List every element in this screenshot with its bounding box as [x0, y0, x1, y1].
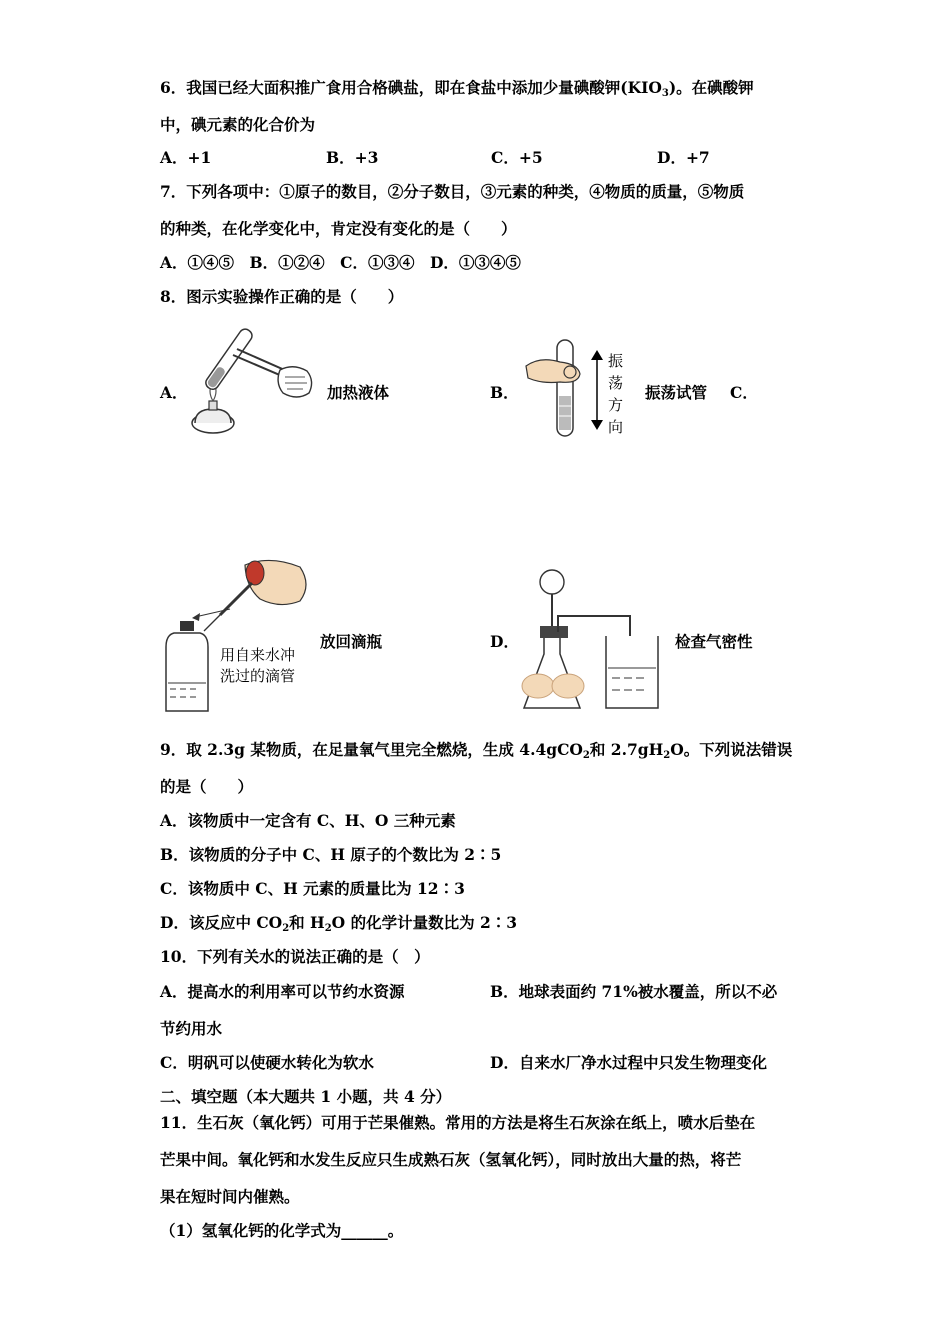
q6-subscript: 3	[661, 88, 669, 99]
q8-option-d-caption: 检查气密性	[675, 632, 753, 651]
q9-sub1: 2	[582, 750, 590, 761]
q10-option-b[interactable]: B．地球表面约 71%被水覆盖，所以不必	[490, 982, 778, 1001]
heating-liquid-figure	[185, 325, 320, 440]
dropper-label-line1: 用自来水冲	[220, 646, 296, 664]
q11-line3: 果在短时间内催熟。	[160, 1187, 300, 1206]
shaking-tube-figure	[520, 336, 590, 440]
q9-d-sub2: 2	[324, 923, 332, 934]
dropper-label-line2: 洗过的滴管	[220, 667, 296, 685]
label-char: 荡	[608, 374, 624, 392]
q9-text-c: O。下列说法错误	[670, 740, 793, 759]
q9-line1	[160, 740, 792, 760]
q6-options	[160, 148, 800, 168]
q8-option-d-letter[interactable]: D．	[490, 632, 519, 651]
q7-line2: 的种类，在化学变化中，肯定没有变化的是（ ）	[160, 219, 517, 238]
dropper-label	[220, 645, 295, 687]
q9-d-text-b: 和 H	[289, 913, 325, 932]
q8-option-a-letter[interactable]: A．	[160, 383, 188, 402]
q9-option-b[interactable]: B．该物质的分子中 C、H 原子的个数比为 2∶5	[160, 845, 502, 864]
q10-option-a[interactable]: A．提高水的利用率可以节约水资源	[160, 982, 405, 1001]
q10-option-c[interactable]: C．明矾可以使硬水转化为软水	[160, 1053, 374, 1072]
q6-line2: 中，碘元素的化合价为	[160, 115, 316, 134]
q6-option-b[interactable]: B．+3	[326, 148, 379, 167]
shake-direction-arrow-icon	[590, 350, 604, 430]
dropper-bottle-figure	[160, 555, 315, 715]
q8-option-b-caption: 振荡试管	[645, 383, 708, 402]
q6-option-a[interactable]: A．+1	[160, 148, 212, 167]
q10-stem: 10．下列有关水的说法正确的是（ ）	[160, 947, 430, 966]
q9-option-a[interactable]: A．该物质中一定含有 C、H、O 三种元素	[160, 811, 456, 830]
q9-line2: 的是（ ）	[160, 777, 254, 796]
q6-text-end: )。在碘酸钾	[668, 78, 754, 97]
q11-line2: 芒果中间。氧化钙和水发生反应只生成熟石灰（氢氧化钙），同时放出大量的热，将芒	[160, 1150, 742, 1169]
q11-line1: 11．生石灰（氧化钙）可用于芒果催熟。常用的方法是将生石灰涂在纸上，喷水后垫在	[160, 1113, 756, 1132]
label-char: 振	[608, 352, 624, 370]
q8-option-a-caption: 加热液体	[327, 383, 390, 402]
q6-line1	[160, 78, 754, 98]
q6-text: 6．我国已经大面积推广食用合格碘盐，即在食盐中添加少量碘酸钾(KIO	[160, 78, 662, 97]
q9-d-text-c: O 的化学计量数比为 2∶3	[331, 913, 518, 932]
label-char: 方	[608, 396, 624, 414]
q9-option-c[interactable]: C．该物质中 C、H 元素的质量比为 12∶3	[160, 879, 465, 898]
airtightness-figure	[518, 568, 668, 716]
q7-options[interactable]: A．①④⑤ B．①②④ C．①③④ D．①③④⑤	[160, 253, 521, 272]
q9-text-b: 和 2.7gH	[589, 740, 664, 759]
label-char: 向	[608, 418, 624, 436]
shake-direction-label	[608, 350, 628, 438]
q8-option-b-letter[interactable]: B．	[490, 383, 519, 402]
q6-option-d[interactable]: D．+7	[657, 148, 710, 167]
q9-option-d[interactable]	[160, 913, 517, 933]
q11-sub1[interactable]: （1）氢氧化钙的化学式为______。	[160, 1221, 404, 1240]
q9-d-sub1: 2	[282, 923, 290, 934]
q6-option-c[interactable]: C．+5	[491, 148, 543, 167]
q7-line1: 7．下列各项中：①原子的数目，②分子数目，③元素的种类，④物质的质量，⑤物质	[160, 182, 745, 201]
q8-option-c-letter[interactable]: C．	[730, 383, 758, 402]
q10-option-d[interactable]: D．自来水厂净水过程中只发生物理变化	[490, 1053, 767, 1072]
q10-option-b-cont: 节约用水	[160, 1019, 223, 1038]
q9-text-a: 9．取 2.3g 某物质，在足量氧气里完全燃烧，生成 4.4gCO	[160, 740, 583, 759]
q9-sub2: 2	[663, 750, 671, 761]
q8-option-c-caption: 放回滴瓶	[320, 632, 383, 651]
section-heading: 二、填空题（本大题共 1 小题，共 4 分）	[160, 1087, 452, 1106]
q8-stem: 8．图示实验操作正确的是（ ）	[160, 287, 404, 306]
q9-d-text-a: D．该反应中 CO	[160, 913, 283, 932]
